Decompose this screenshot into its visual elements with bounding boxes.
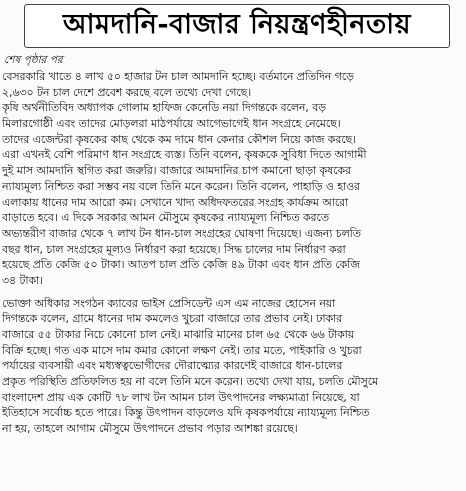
text-line: দিগন্তকে বলেন, গ্রামে ধানের দাম কমলেও খুচরা বাজারে তার প্রভাব নেই। ঢাকার	[2, 312, 343, 326]
text-line: বাংলাদেশ প্রায় এক কোটি ৭৮ লাখ টন আমন চাল উৎপাদনের লক্ষ্যমাত্রা নিয়েছে, যা	[2, 390, 360, 404]
text-line: অভ্যন্তরীণ বাজার থেকে ৭ লাখ টন ধান-চাল সংগ্রহের ঘোষণা দিয়েছে। এজন্য চলতি	[2, 226, 361, 240]
paragraph-1	[2, 69, 462, 289]
headline: আমদানি-বাজার নিয়ন্ত্রণহীনতায়	[63, 8, 411, 40]
text-line: বাড়াতে হবে। এ দিকে সরকার আমন মৌসুমে কৃষকের ন্যায্যমূল্য নিশ্চিত করতে	[2, 211, 329, 225]
text-line: বছর ধান, চাল সংগ্রহের মূল্যও নির্ধারণ করা হয়েছে। সিদ্ধ চালের দাম নির্ধারণ করা	[2, 242, 346, 256]
text-line: ন্যায্যমূল্য নিশ্চিত করা সম্ভব নয় বলে তিনি মনে করেন। তিনি বলেন, পাহাড়ি ও হাওর	[2, 179, 360, 193]
paragraph-2	[2, 296, 462, 437]
text-line: তাদের এজেন্টরা কৃষকের কাছ থেকে কম দামে ধান কেনার কৌশল নিয়ে কাজ করছে।	[2, 132, 357, 146]
text-line: হয়েছে প্রতি কেজি ৫০ টাকা। আতপ চাল প্রতি কেজি ৪৯ টাকা এবং ধান প্রতি কেজি	[2, 258, 360, 272]
text-line: এরা এখনই বেশি পরিমাণ ধান সংগ্রহে ব্যস্ত। তিনি বলেন, কৃষককে সুবিধা দিতে আগামী	[2, 148, 367, 162]
continuation-label: শেষ পৃষ্ঠার পর	[4, 54, 63, 66]
text-line: বেসরকারি খাতে ৪ লাখ ৫০ হাজার টন চাল আমদানি হচ্ছে। বর্তমানে প্রতিদিন গড়ে	[2, 70, 354, 83]
text-line: দুই মাস আমদানি স্থগিত করা জরুরি। বাজারে আমদানির চাপ কমানো ছাড়া কৃষকের	[2, 164, 351, 178]
text-line: পর্যায়ের ব্যবসায়ী এবং মধ্যস্বত্বভোগীদের দৌরাত্ম্যের কারণেই বাজারে ধান-চালের	[2, 359, 343, 373]
text-line: বিক্রি হচ্ছে। গত এক মাসে দাম কমার কোনো লক্ষণ নেই। তার মতে, পাইকারি ও খুচরা	[2, 343, 362, 357]
text-line: ২,৬৩০ টন চাল দেশে প্রবেশ করছে বলে তথ্যে দেখা গেছে।	[2, 85, 252, 99]
headline-box	[24, 4, 450, 48]
text-line: কৃষি অর্থনীতিবিদ অধ্যাপক গোলাম হাফিজ কেনেডি নয়া দিগন্তকে বলেন, বড়	[2, 101, 326, 115]
text-line: প্রকৃত পরিস্থিতি প্রতিফলিত হয় না বলে তিনি মনে করেন। তথ্যে দেখা যায়, চলতি মৌসুমে	[2, 375, 379, 389]
text-line: ৩৪ টাকা।	[2, 273, 44, 287]
text-line: ইতিহাসে সর্বোচ্চ হতে পারে। কিন্তু উৎপাদন বাড়লেও যদি কৃষকপর্যায়ে ন্যায্যমূল্য নিশ্চিত	[2, 406, 370, 420]
text-line: বাজারে ৫৫ টাকার নিচে কোনো চাল নেই। মাঝারি মানের চাল ৬৫ থেকে ৬৬ টাকায়	[2, 328, 355, 341]
text-line: না হয়, তাহলে আগাম মৌসুমে উৎপাদনে প্রভাব পড়ার আশঙ্কা রয়েছে।	[2, 422, 298, 436]
text-line: মিলারগোষ্ঠী এবং তাদের মোড়লরা মাঠপর্যায়ে আগেভাগেই ধান সংগ্রহে নেমেছে।	[2, 117, 341, 131]
paragraph-gap	[2, 289, 462, 296]
article-body	[2, 69, 462, 437]
text-line: ভোক্তা অধিকার সংগঠন ক্যাবের ভাইস প্রেসিডেন্ট এস এম নাজের হোসেন নয়া	[2, 296, 336, 310]
text-line: এলাকায় ধানের দাম আরো কম। সেখানে খাদ্য অধিদফতরের সংগ্রহ কার্যক্রম আরো	[2, 195, 349, 209]
